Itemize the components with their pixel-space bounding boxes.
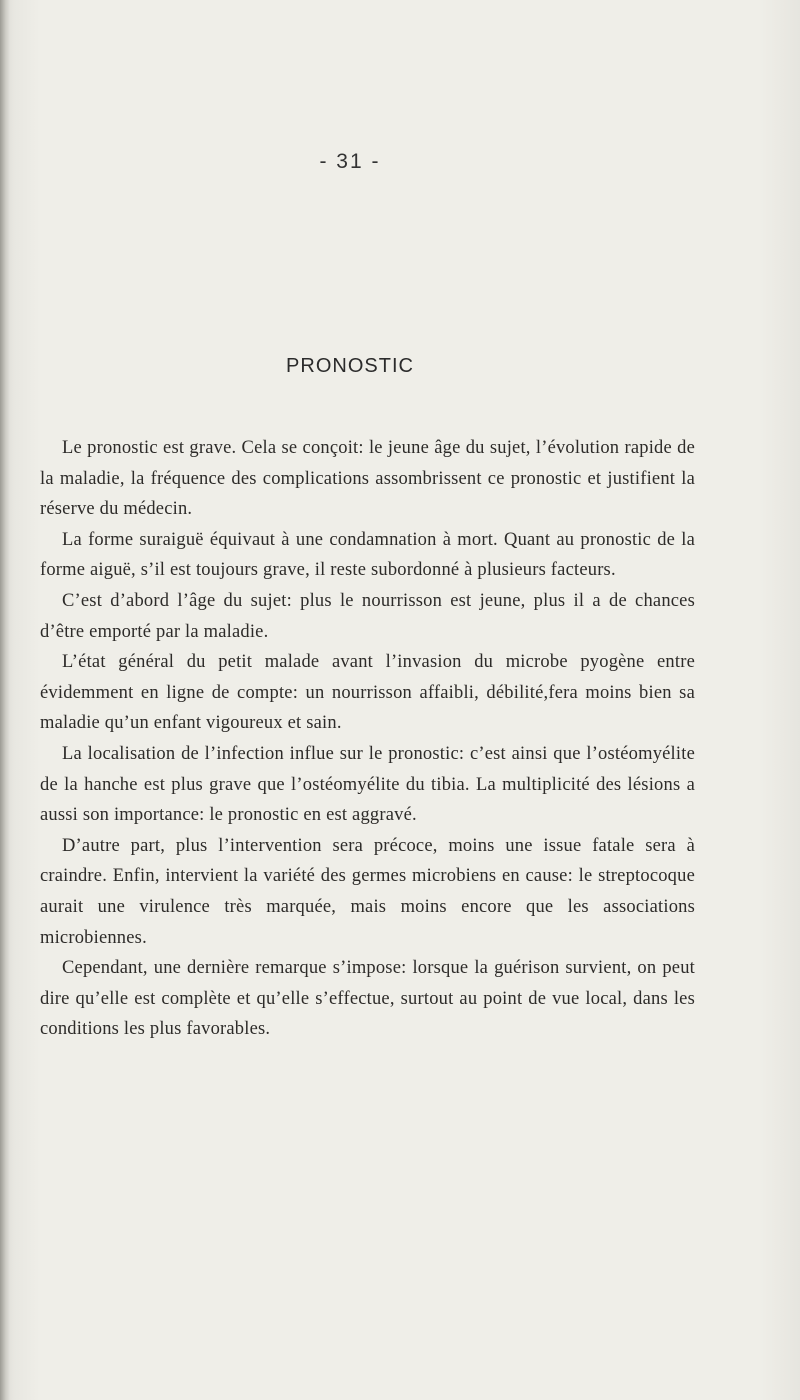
paragraph-1: Le pronostic est grave. Cela se conçoit: le jeune âge du sujet, l’évolution rapide de la maladie, la fréquence des complications assombrissent ce pronostic et justifient la réserve du médecin. [40, 438, 695, 520]
paragraph-5: La localisation de l’infection influe sur le pronostic: c’est ainsi que l’ostéomyélite de la hanche est plus grave que l’ostéomyélite du tibia. La multiplicité des lésions a aussi son importance: le pronostic en est aggravé. [40, 743, 695, 826]
paragraph-4: L’état général du petit malade avant l’invasion du microbe pyogène entre évidemment en ligne de compte: un nourrisson affaibli, débilité,fera moins bien sa maladie qu’un enfant vigoureux et sain. [40, 652, 695, 734]
paragraph-6: D’autre part, plus l’intervention sera précoce, moins une issue fatale sera à craindre. Enfin, intervient la variété des germes microbiens en cause: le streptocoque aurait une virulence très marquée, mais moins encore que les associations microbiennes. [40, 835, 695, 948]
paragraph-2: La forme suraiguë équivaut à une condamnation à mort. Quant au pronostic de la forme aiguë, s’il est toujours grave, il reste subordonné à plusieurs facteurs. [40, 529, 695, 581]
body-text [40, 433, 695, 1045]
page-number: - 31 - [319, 150, 381, 173]
paragraph-3: C’est d’abord l’âge du sujet: plus le nourrisson est jeune, plus il a de chances d’être emporté par la maladie. [40, 590, 695, 642]
paragraph-7: Cependant, une dernière remarque s’impose: lorsque la guérison survient, on peut dire qu’elle est complète et qu’elle s’effectue, surtout au point de vue local, dans les conditions les plus favorables. [40, 958, 695, 1040]
page-binding-edge [0, 0, 10, 1400]
chapter-title: PRONOSTIC [286, 355, 414, 377]
